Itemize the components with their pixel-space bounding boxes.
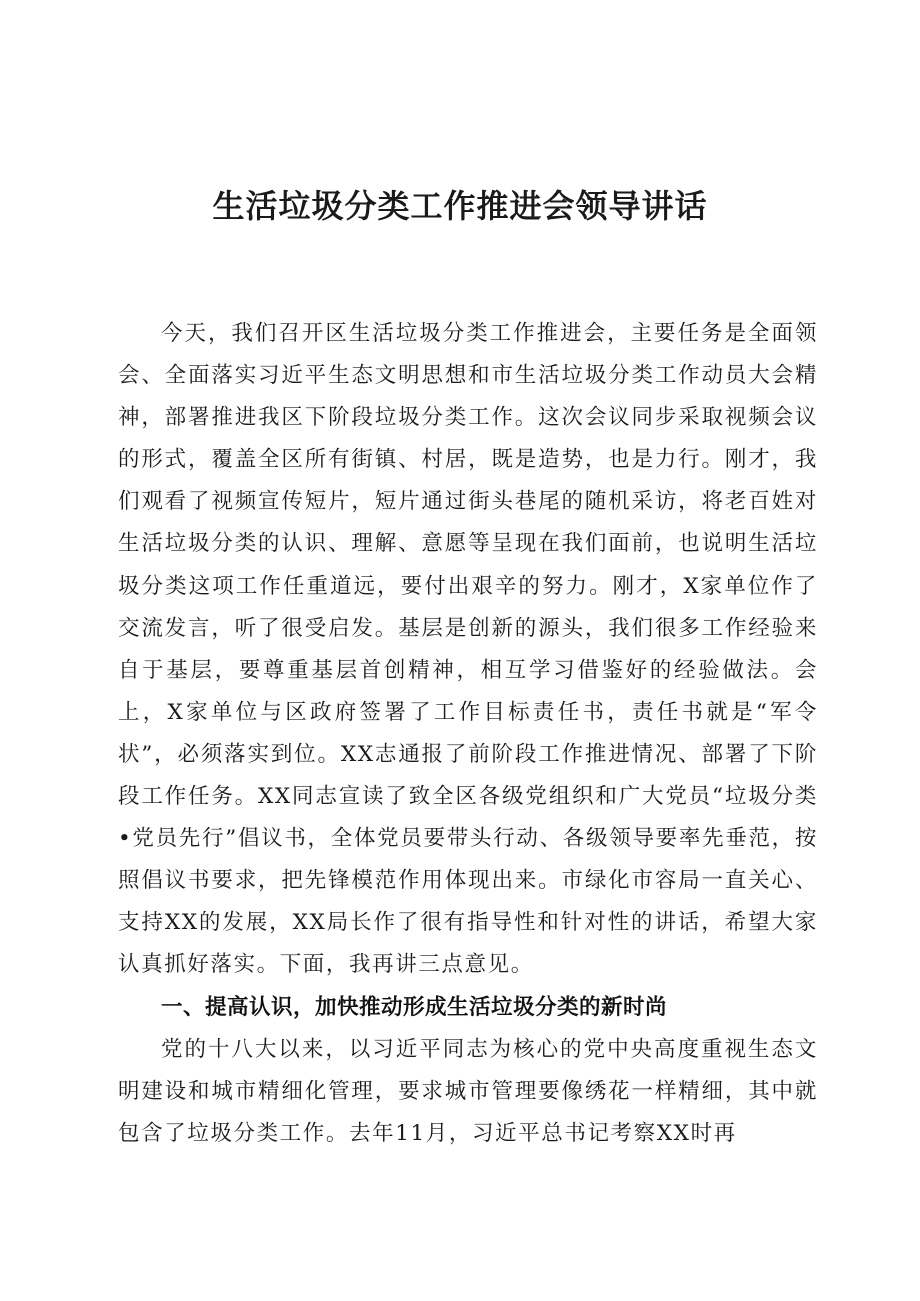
- section-heading: 一、提高认识，加快推动形成生活垃圾分类的新时尚: [161, 994, 668, 1020]
- document-body: [118, 313, 818, 1155]
- intro-paragraph: 今天，我们召开区生活垃圾分类工作推进会，主要任务是全面领会、全面落实习近平生态文明思想和市生活垃圾分类工作动员大会精神，部署推进我区下阶段垃圾分类工作。这次会议同步采取视频会议的形式，覆盖全区所有街镇、村居，既是造势，也是力行。刚才，我们观看了视频宣传短片，短片通过街头巷尾的随机采访，将老百姓对生活垃圾分类的认识、理解、意愿等呈现在我们面前，也说明生活垃圾分类这项工作任重道远，要付出艰辛的努力。刚才，X家单位作了交流发言，听了很受启发。基层是创新的源头，我们很多工作经验来自于基层，要尊重基层首创精神，相互学习借鉴好的经验做法。会上，X家单位与区政府签署了工作目标责任书，责任书就是“军令状”，必须落实到位。XX志通报了前阶段工作推进情况、部署了下阶段工作任务。XX同志宣读了致全区各级党组织和广大党员“垃圾分类•党员先行”倡议书，全体党员要带头行动、各级领导要率先垂范，按照倡议书要求，把先锋模范作用体现出来。市绿化市容局一直关心、支持XX的发展，XX局长作了很有指导性和针对性的讲话，希望大家认真抓好落实。下面，我再讲三点意见。: [118, 321, 818, 978]
- document-title: 生活垃圾分类工作推进会领导讲话: [212, 187, 708, 225]
- section-paragraph: 党的十八大以来，以习近平同志为核心的党中央高度重视生态文明建设和城市精细化管理，要求城市管理要像绣花一样精细，其中就包含了垃圾分类工作。去年11月，习近平总书记考察XX时再: [118, 1036, 818, 1146]
